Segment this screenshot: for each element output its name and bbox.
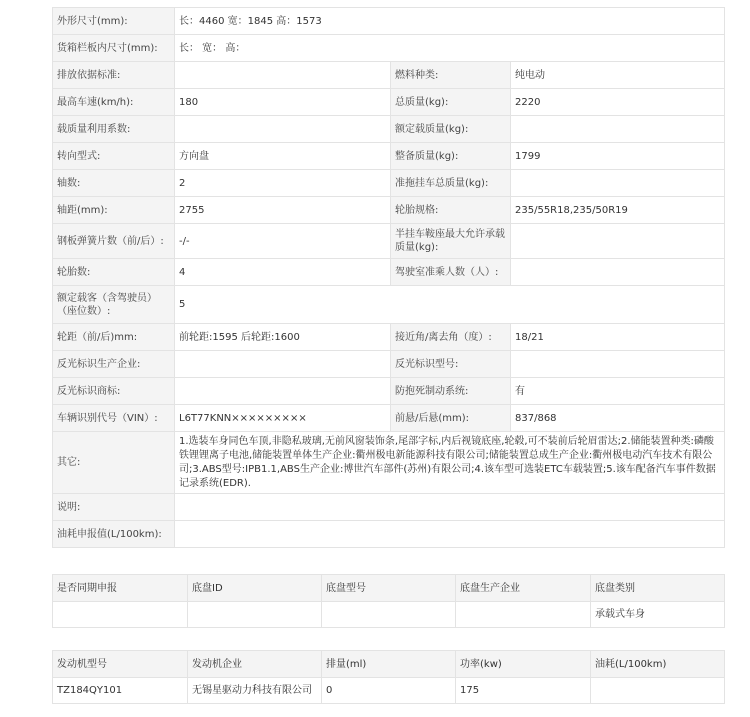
label-rated-passengers: 额定载客（含驾驶员）（座位数）: xyxy=(53,286,175,324)
value-reflector-brand xyxy=(175,378,391,405)
label-load-coefficient: 载质量利用系数: xyxy=(53,116,175,143)
label-curb-mass: 整备质量(kg): xyxy=(391,143,511,170)
row-track-angle xyxy=(53,324,725,351)
value-dimensions: 长：4460 宽：1845 高：1573 xyxy=(175,8,725,35)
label-wheelbase: 轴距(mm): xyxy=(53,197,175,224)
engine-data-cell: 无锡星驱动力科技有限公司 xyxy=(188,678,322,704)
label-reflector-model: 反光标识型号: xyxy=(391,351,511,378)
value-abs: 有 xyxy=(511,378,725,405)
label-note: 说明: xyxy=(53,494,175,521)
row-wheelbase-tire xyxy=(53,197,725,224)
label-abs: 防抱死制动系统: xyxy=(391,378,511,405)
label-semi-trailer-load: 半挂车鞍座最大允许承载质量(kg): xyxy=(391,224,511,259)
label-emission-standard: 排放依据标准: xyxy=(53,62,175,89)
engine-header-row xyxy=(53,651,725,678)
label-cab-passengers: 驾驶室准乘人数（人）: xyxy=(391,259,511,286)
value-wheelbase: 2755 xyxy=(175,197,391,224)
value-fuel-type: 纯电动 xyxy=(511,62,725,89)
label-fuel-type: 燃料种类: xyxy=(391,62,511,89)
row-steer-curb xyxy=(53,143,725,170)
row-other xyxy=(53,432,725,494)
row-spring-semi xyxy=(53,224,725,259)
value-approach-angle: 18/21 xyxy=(511,324,725,351)
label-cargo-dimensions: 货箱栏板内尺寸(mm): xyxy=(53,35,175,62)
chassis-header-row xyxy=(53,575,725,602)
row-tires-cab xyxy=(53,259,725,286)
row-emission-fuel xyxy=(53,62,725,89)
chassis-header-cell: 底盘生产企业 xyxy=(456,575,591,602)
value-load-coefficient xyxy=(175,116,391,143)
chassis-data-row xyxy=(53,602,725,628)
row-dimensions xyxy=(53,8,725,35)
value-cab-passengers xyxy=(511,259,725,286)
row-passengers xyxy=(53,286,725,324)
chassis-header-cell: 底盘类别 xyxy=(591,575,725,602)
label-gross-mass: 总质量(kg): xyxy=(391,89,511,116)
label-vin: 车辆识别代号（VIN）: xyxy=(53,405,175,432)
value-steering: 方向盘 xyxy=(175,143,391,170)
row-note xyxy=(53,494,725,521)
value-reflector-maker xyxy=(175,351,391,378)
engine-header-cell: 发动机型号 xyxy=(53,651,188,678)
engine-data-cell: 0 xyxy=(322,678,456,704)
chassis-table xyxy=(52,574,725,628)
engine-data-cell xyxy=(591,678,725,704)
chassis-data-cell xyxy=(188,602,322,628)
value-overhang: 837/868 xyxy=(511,405,725,432)
value-track-width: 前轮距:1595 后轮距:1600 xyxy=(175,324,391,351)
label-axles: 轴数: xyxy=(53,170,175,197)
chassis-header-cell: 底盘ID xyxy=(188,575,322,602)
vehicle-spec-table-wrap xyxy=(52,7,724,548)
value-reflector-model xyxy=(511,351,725,378)
row-speed-gross xyxy=(53,89,725,116)
chassis-header-cell: 是否同期申报 xyxy=(53,575,188,602)
engine-table xyxy=(52,650,725,704)
value-spring-leaves: -/- xyxy=(175,224,391,259)
value-tire-spec: 235/55R18,235/50R19 xyxy=(511,197,725,224)
engine-header-cell: 功率(kw) xyxy=(456,651,591,678)
row-fuel-declaration xyxy=(53,521,725,548)
label-reflector-brand: 反光标识商标: xyxy=(53,378,175,405)
value-semi-trailer-load xyxy=(511,224,725,259)
value-cargo-dimensions: 长： 宽： 高： xyxy=(175,35,725,62)
value-gross-mass: 2220 xyxy=(511,89,725,116)
value-max-speed: 180 xyxy=(175,89,391,116)
label-tire-spec: 轮胎规格: xyxy=(391,197,511,224)
engine-header-cell: 排量(ml) xyxy=(322,651,456,678)
label-trailer-mass: 准拖挂车总质量(kg): xyxy=(391,170,511,197)
value-rated-load xyxy=(511,116,725,143)
label-overhang: 前悬/后悬(mm): xyxy=(391,405,511,432)
engine-table-wrap xyxy=(52,650,724,704)
value-emission-standard xyxy=(175,62,391,89)
label-track-width: 轮距（前/后)mm: xyxy=(53,324,175,351)
chassis-data-cell xyxy=(456,602,591,628)
value-rated-passengers: 5 xyxy=(175,286,725,324)
engine-data-cell: TZ184QY101 xyxy=(53,678,188,704)
row-vin xyxy=(53,405,725,432)
label-tire-count: 轮胎数: xyxy=(53,259,175,286)
value-fuel-declaration xyxy=(175,521,725,548)
label-fuel-declaration: 油耗申报值(L/100km): xyxy=(53,521,175,548)
label-approach-angle: 接近角/离去角（度）: xyxy=(391,324,511,351)
engine-header-cell: 油耗(L/100km) xyxy=(591,651,725,678)
chassis-table-wrap xyxy=(52,574,724,628)
chassis-data-cell: 承载式车身 xyxy=(591,602,725,628)
label-steering: 转向型式: xyxy=(53,143,175,170)
value-vin: L6T77KNN××××××××× xyxy=(175,405,391,432)
label-max-speed: 最高车速(km/h): xyxy=(53,89,175,116)
label-rated-load: 额定载质量(kg): xyxy=(391,116,511,143)
row-reflector-brand xyxy=(53,378,725,405)
engine-data-row xyxy=(53,678,725,704)
chassis-header-cell: 底盘型号 xyxy=(322,575,456,602)
row-reflector-maker xyxy=(53,351,725,378)
label-other: 其它: xyxy=(53,432,175,494)
value-other: 1.选装车身同色车顶,非隐私玻璃,无前风窗装饰条,尾部字标,内后视镜底座,轮毂,可不装前后轮眉雷达;2.储能装置种类:磷酸铁锂锂离子电池,储能装置单体生产企业:衢州极电新能源科技有限公司;储能装置总成生产企业:衢州极电动汽车技术有限公司;3.ABS型号:IPB1.1,ABS生产企业:博世汽车部件(苏州)有限公司;4.该车型可选装ETC车载装置;5.该车配备汽车事件数据记录系统(EDR). xyxy=(175,432,725,494)
chassis-data-cell xyxy=(322,602,456,628)
row-cargo-dimensions xyxy=(53,35,725,62)
engine-header-cell: 发动机企业 xyxy=(188,651,322,678)
engine-data-cell: 175 xyxy=(456,678,591,704)
label-spring-leaves: 钢板弹簧片数（前/后）: xyxy=(53,224,175,259)
value-curb-mass: 1799 xyxy=(511,143,725,170)
label-dimensions: 外形尺寸(mm): xyxy=(53,8,175,35)
row-load-coef xyxy=(53,116,725,143)
chassis-data-cell xyxy=(53,602,188,628)
vehicle-spec-table xyxy=(52,7,725,548)
label-reflector-maker: 反光标识生产企业: xyxy=(53,351,175,378)
value-note xyxy=(175,494,725,521)
value-tire-count: 4 xyxy=(175,259,391,286)
value-axles: 2 xyxy=(175,170,391,197)
row-axles-trailer xyxy=(53,170,725,197)
value-trailer-mass xyxy=(511,170,725,197)
